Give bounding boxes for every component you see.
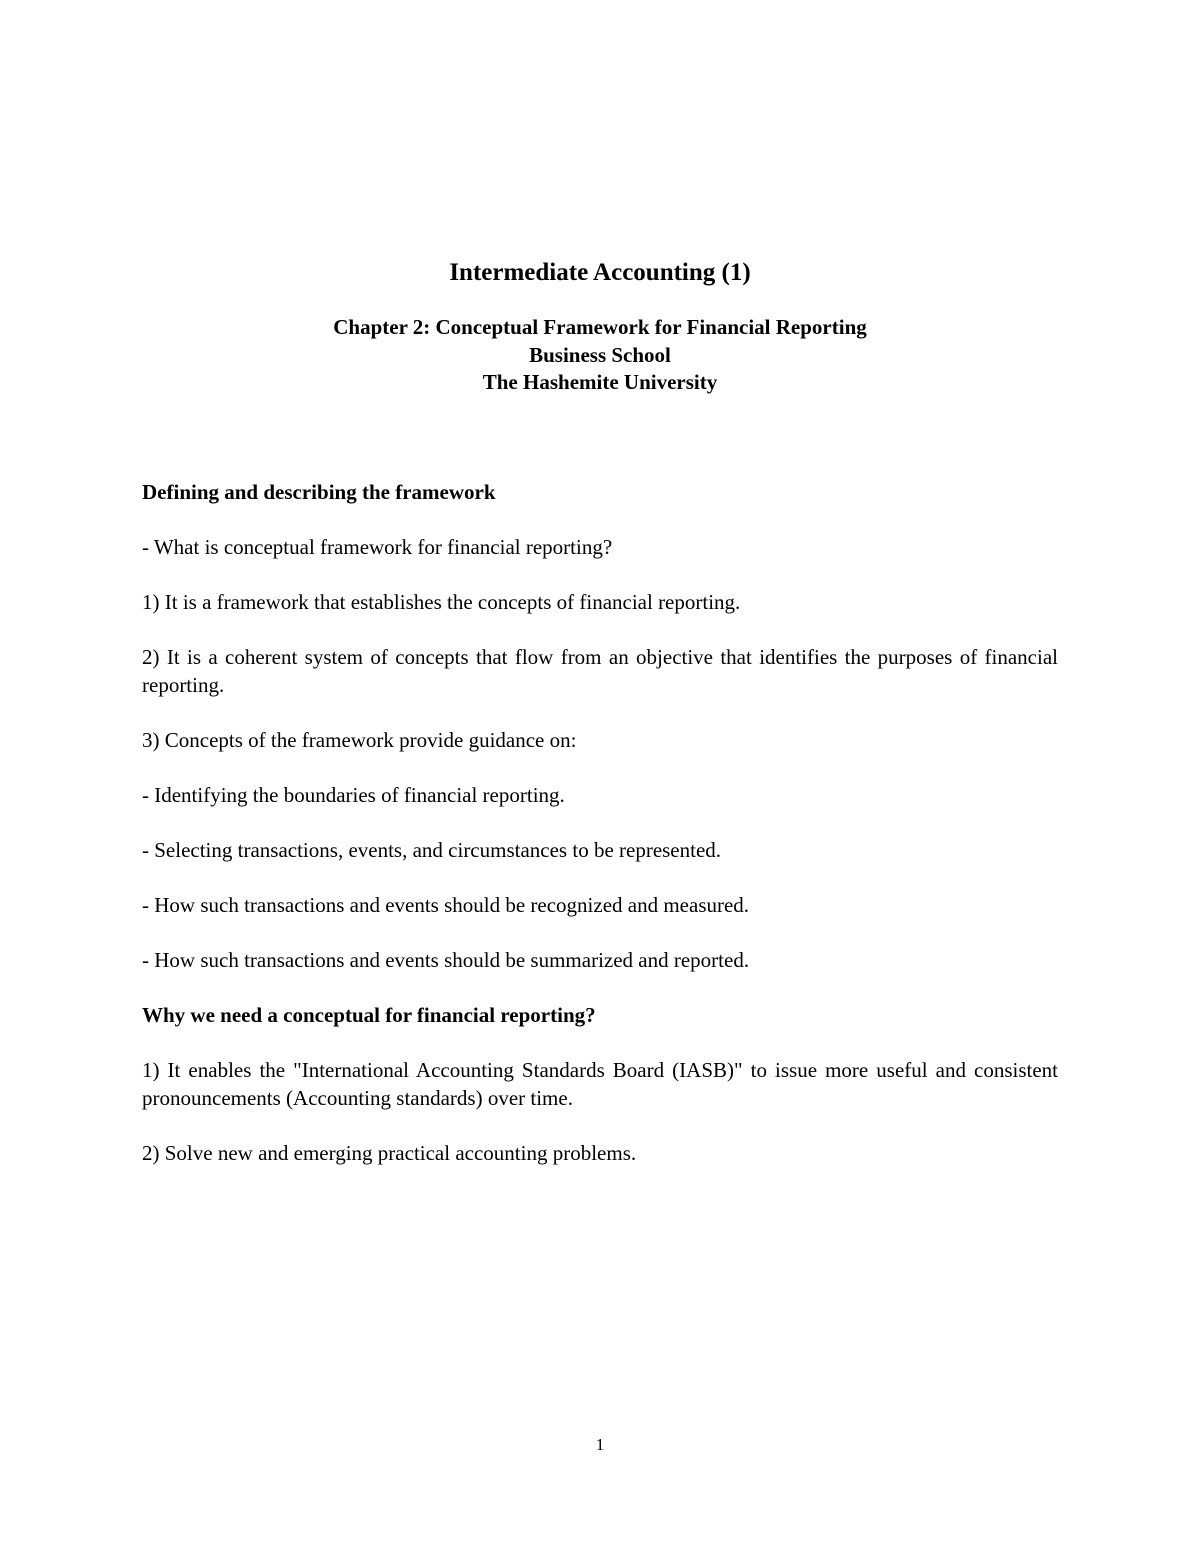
university-name: The Hashemite University [482,370,718,394]
paragraph: - What is conceptual framework for financial reporting? [142,535,613,559]
document-body [142,478,1058,1194]
page-number: 1 [595,1435,605,1454]
paragraph: 2) It is a coherent system of concepts that flow from an objective that identifies the purposes of financial reporting. [142,645,1058,697]
paragraph: 2) Solve new and emerging practical accounting problems. [142,1141,637,1165]
paragraph: 1) It is a framework that establishes the concepts of financial reporting. [142,590,741,614]
document-title: Intermediate Accounting (1) [449,259,751,286]
chapter-title: Chapter 2: Conceptual Framework for Financial Reporting [333,315,867,339]
document-subtitle [0,314,1200,397]
list-item: - Identifying the boundaries of financial reporting. [142,783,565,807]
list-item: - How such transactions and events should be summarized and reported. [142,948,750,972]
section-heading-framework: Defining and describing the framework [142,480,496,504]
paragraph: 3) Concepts of the framework provide guidance on: [142,728,577,752]
list-item: - Selecting transactions, events, and circumstances to be represented. [142,838,722,862]
paragraph: 1) It enables the "International Accounting Standards Board (IASB)" to issue more useful and consistent pronouncements (Accounting standards) over time. [142,1058,1058,1110]
section-heading-why: Why we need a conceptual for financial reporting? [142,1003,596,1027]
list-item: - How such transactions and events should be recognized and measured. [142,893,750,917]
school-name: Business School [529,342,671,367]
